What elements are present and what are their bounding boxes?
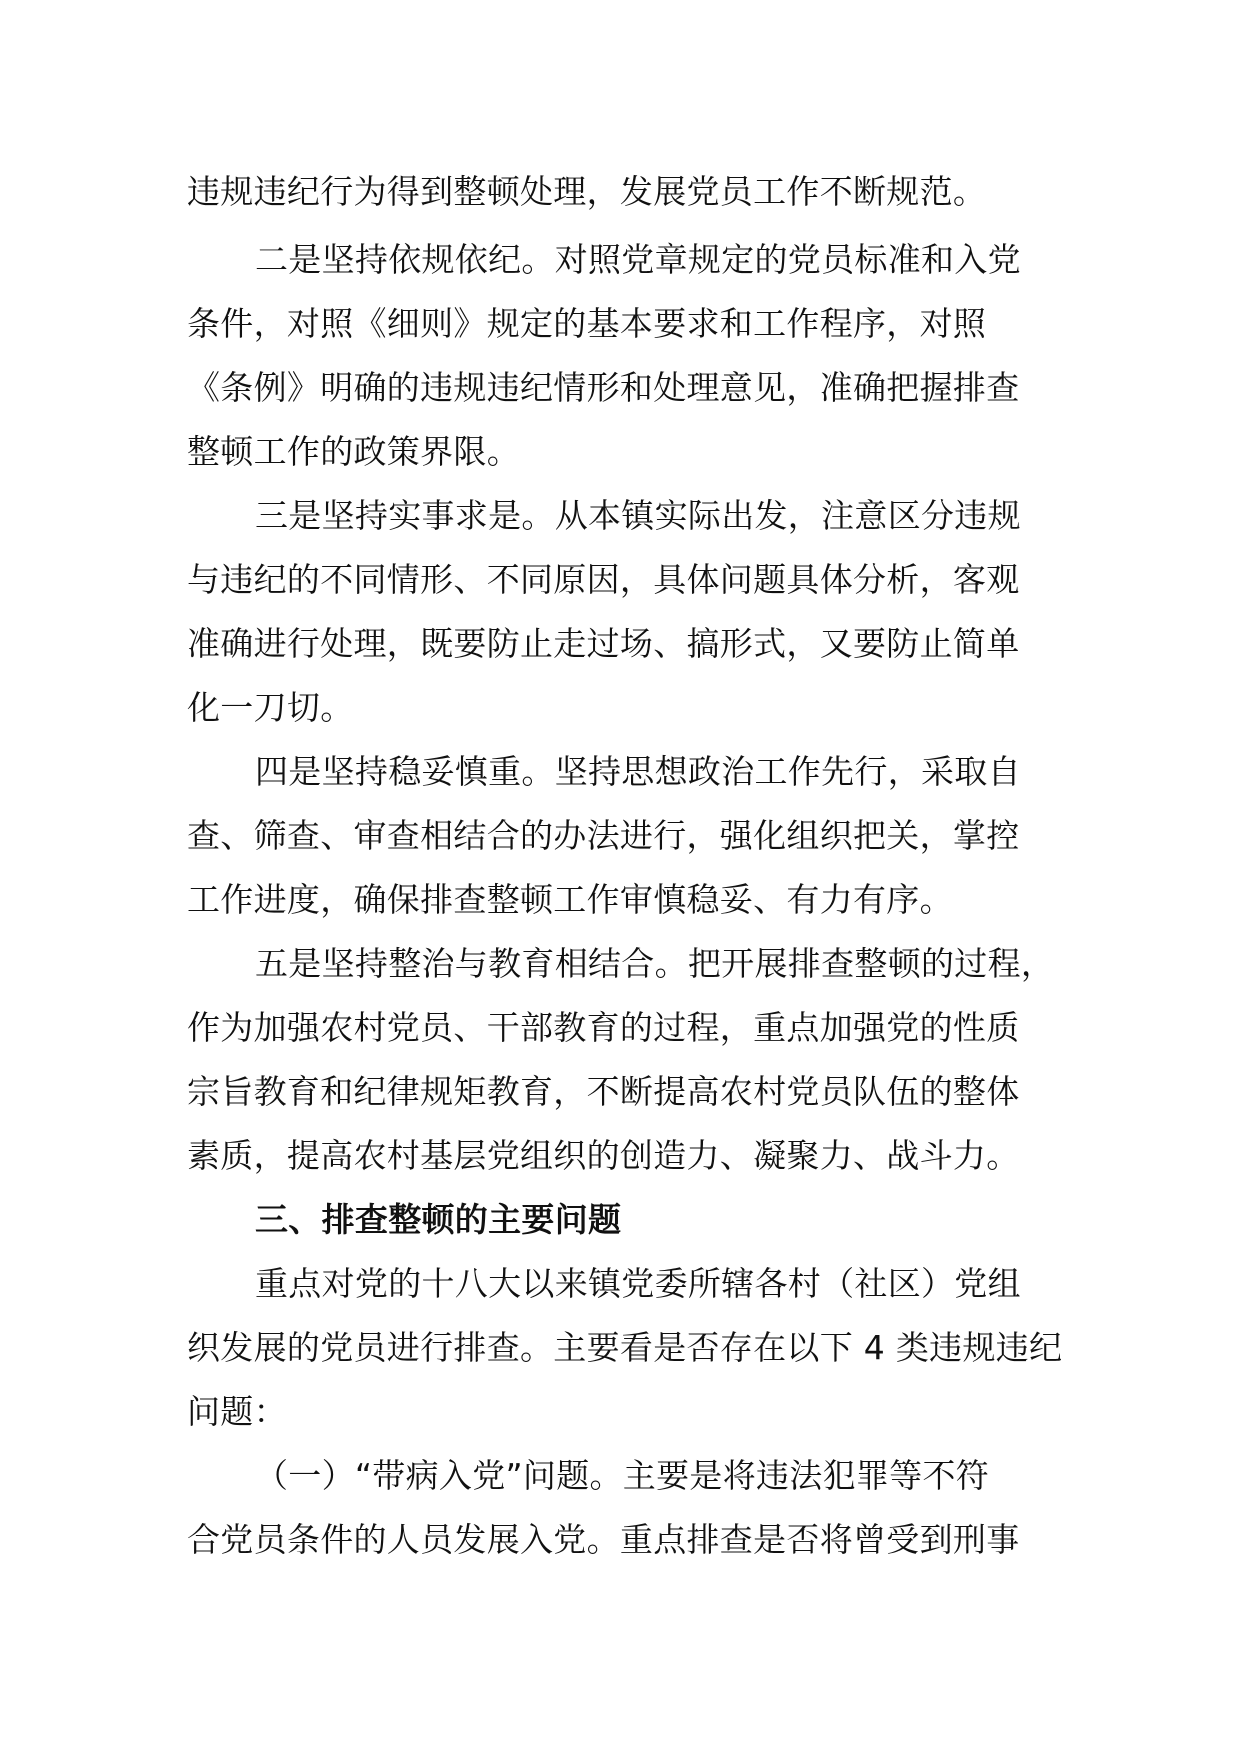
body-text-line: 化一刀切。: [187, 688, 354, 727]
paragraph-first-line: 二是坚持依规依纪。对照党章规定的党员标准和入党: [255, 240, 1021, 279]
paragraph-first-line: 重点对党的十八大以来镇党委所辖各村（社区）党组: [255, 1264, 1021, 1303]
body-text-line: 违规违纪行为得到整顿处理，发展党员工作不断规范。: [187, 172, 987, 211]
body-text-line: 宗旨教育和纪律规矩教育，不断提高农村党员队伍的整体: [187, 1072, 1020, 1111]
body-text-line: 与违纪的不同情形、不同原因，具体问题具体分析，客观: [187, 560, 1020, 599]
body-text-line: 织发展的党员进行排查。主要看是否存在以下 4 类违规违纪: [187, 1328, 1063, 1367]
paragraph-first-line: 五是坚持整治与教育相结合。把开展排查整顿的过程，: [255, 944, 1055, 983]
paragraph-first-line: 四是坚持稳妥慎重。坚持思想政治工作先行，采取自: [255, 752, 1021, 791]
paragraph-first-line: （一）“带病入党”问题。主要是将违法犯罪等不符: [255, 1456, 990, 1495]
body-text-line: 查、筛查、审查相结合的办法进行，强化组织把关，掌控: [187, 816, 1020, 855]
body-text-line: 《条例》明确的违规违纪情形和处理意见，准确把握排查: [187, 368, 1020, 407]
body-text-line: 问题：: [187, 1392, 287, 1431]
body-text-line: 素质，提高农村基层党组织的创造力、凝聚力、战斗力。: [187, 1136, 1020, 1175]
body-text-line: 准确进行处理，既要防止走过场、搞形式，又要防止简单: [187, 624, 1020, 663]
body-text-line: 合党员条件的人员发展入党。重点排查是否将曾受到刑事: [187, 1520, 1020, 1559]
body-text-line: 工作进度，确保排查整顿工作审慎稳妥、有力有序。: [187, 880, 953, 919]
paragraph-first-line: 三是坚持实事求是。从本镇实际出发，注意区分违规: [255, 496, 1021, 535]
body-text-line: 整顿工作的政策界限。: [187, 432, 520, 471]
body-text-line: 条件，对照《细则》规定的基本要求和工作程序，对照: [187, 304, 987, 343]
body-text-line: 作为加强农村党员、干部教育的过程，重点加强党的性质: [187, 1008, 1020, 1047]
section-heading: 三、排查整顿的主要问题: [255, 1200, 622, 1239]
